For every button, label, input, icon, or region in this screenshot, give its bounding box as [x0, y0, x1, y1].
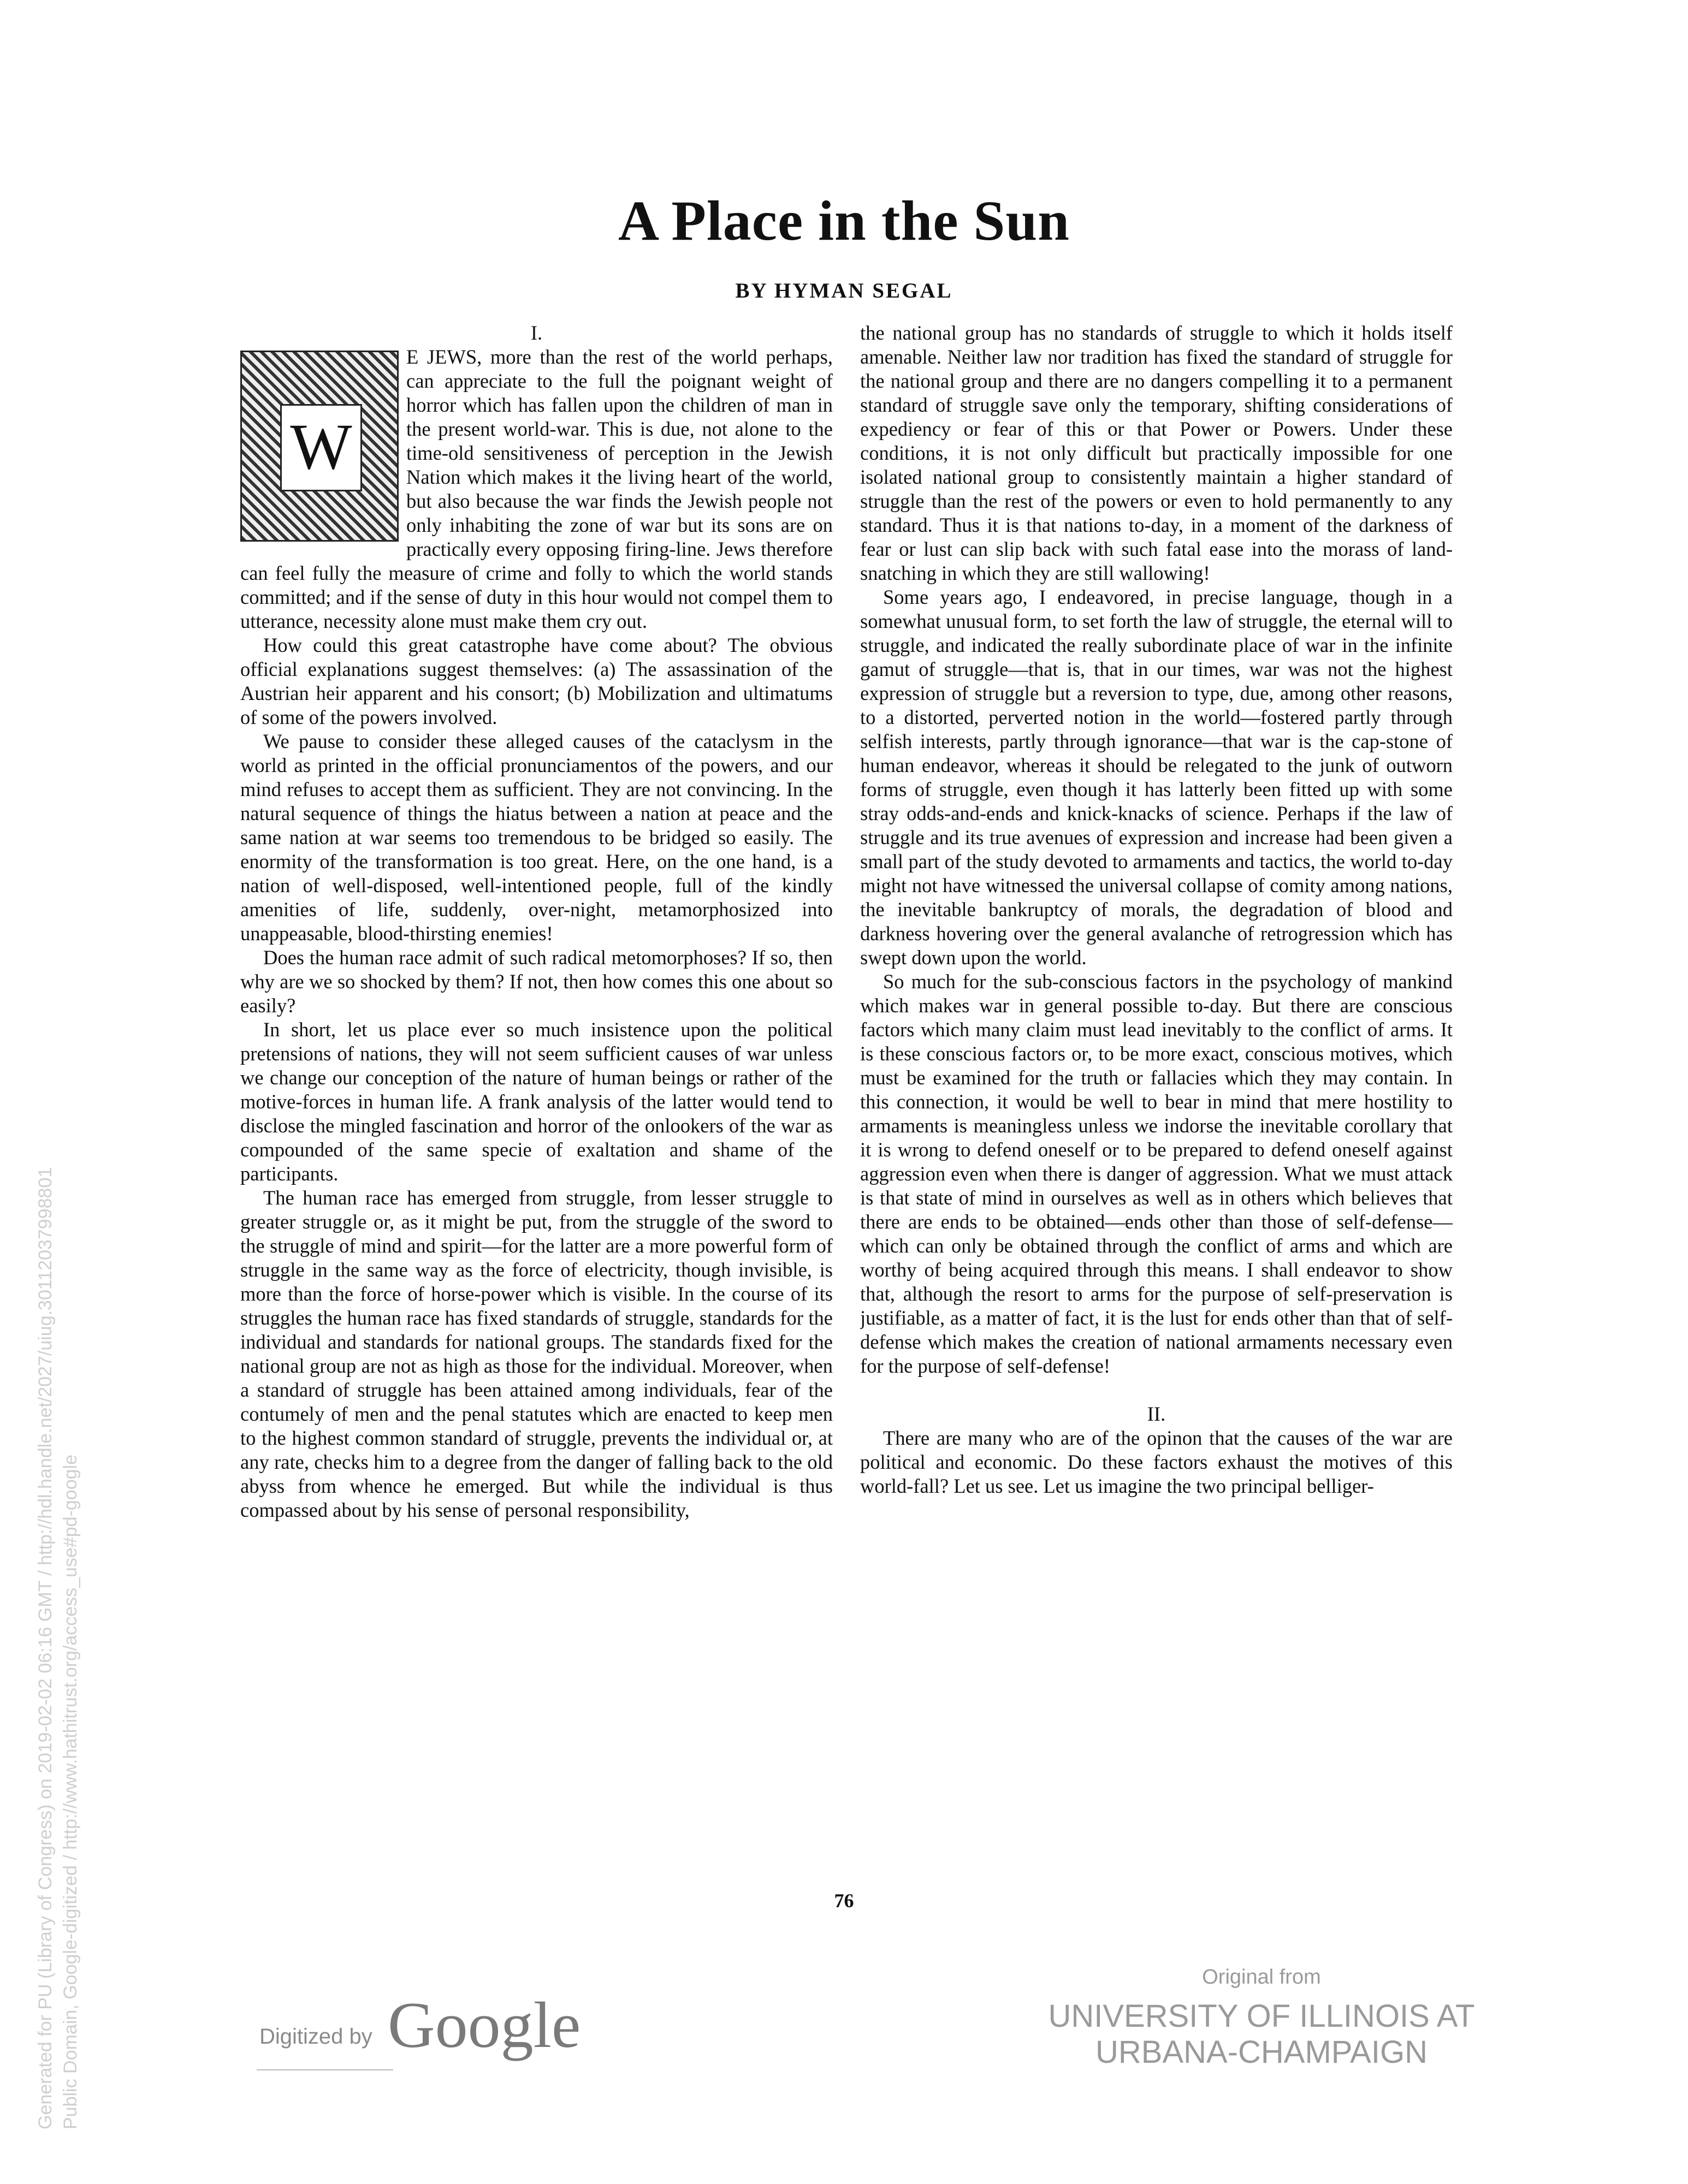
hathitrust-watermark	[33, 764, 83, 2129]
watermark-line-1: Generated for PU (Library of Congress) on 2019-02-02 06:16 GMT / http://hdl.handle.net/2027/uiug.30112037998801	[35, 1167, 56, 2129]
section-number-1: I.	[530, 322, 543, 344]
watermark-line-2: Public Domain, Google-digitized / http://www.hathitrust.org/access_use#pd-google	[60, 1454, 81, 2129]
page-number: 76	[834, 1890, 854, 1912]
drop-cap-letter: W	[280, 404, 362, 491]
paragraph: How could this great catastrophe have come about? The obvious official explanations suggest themselves: (a) The assassination of the Austrian heir apparent and his consort; (b) Mobilization and ultimatums of some of the powers involved.	[240, 634, 833, 728]
paragraph: Some years ago, I endeavored, in precise language, though in a somewhat unusual form, to set forth the law of struggle, the eternal will to struggle, and indicated the really subordinate place of war in the infinite gamut of struggle—that is, that in our times, war was not the highest expression of struggle but a reversion to type, due, among other reasons, to a distorted, perverted notion in the world—fostered partly through selfish interests, partly through ignorance—that war is the cap-stone of human endeavor, whereas it should be relegated to the junk of outworn forms of struggle, even though it has latterly been fitted up with some stray odds-and-ends and knick-knacks of science. Perhaps if the law of struggle and its true avenues of expression and increase had been given a small part of the study devoted to armaments and tactics, the world to-day might not have witnessed the universal collapse of comity among nations, the inevitable bankruptcy of morals, the degradation of blood and darkness hovering over the general avalanche of retrogression which has swept down upon the world.	[860, 586, 1453, 969]
article-byline: BY HYMAN SEGAL	[735, 279, 953, 302]
paragraph: So much for the sub-conscious factors in the psychology of mankind which makes war in general possible to-day. But there are conscious factors which many claim must lead inevitably to the conflict of arms. It is these conscious factors or, to be more exact, conscious motives, which must be examined for the truth or fallacies which they may contain. In this connection, it would be well to bear in mind that mere hostility to armaments is meaningless unless we indorse the inevitable corollary that it is wrong to defend oneself or to be prepared to defend oneself against aggression even when there is danger of aggression. What we must attack is that state of mind in ourselves as well as in others which believes that there are ends to be obtained—ends other than those of self-defense—which can only be obtained through the conflict of arms and which are worthy of being acquired through this means. I shall endeavor to show that, although the resort to arms for the purpose of self-preservation is justifiable, as a matter of fact, it is the lust for ends other than that of self-defense which makes the creation of national armaments necessary even for the purpose of self-defense!	[860, 970, 1453, 1377]
left-column	[240, 321, 833, 1883]
right-column	[860, 321, 1453, 1883]
google-logo: Google	[388, 1989, 581, 2061]
section-number-2: II.	[1147, 1403, 1166, 1425]
footer-rule	[257, 2069, 393, 2070]
article-title: A Place in the Sun	[618, 189, 1070, 252]
original-from-label: Original from	[1202, 1966, 1321, 1989]
paragraph: In short, let us place ever so much insistence upon the political pretensions of nations, they will not seem sufficient causes of war unless we change our conception of the nature of human beings or rather of the motive-forces in human life. A frank analysis of the latter would tend to disclose the mingled fascination and horror of the onlookers of the war as compounded of the same specie of exaltation and shame of the participants.	[240, 1018, 833, 1185]
paragraph: Does the human race admit of such radical metomorphoses? If so, then why are we so shocked by them? If not, then how comes this one about so easily?	[240, 946, 833, 1017]
digitized-by-label: Digitized by	[259, 2025, 372, 2049]
paragraph: the national group has no standards of struggle to which it holds itself amenable. Neither law nor tradition has fixed the standard of struggle for the national group and there are no dangers compelling it to a permanent standard of struggle save only the temporary, shifting considerations of expediency or fear of this or that Power or Powers. Under these conditions, it is not only difficult but practically impossible for one isolated national group to consistently maintain a higher standard of struggle than the rest of the powers or even to hold permanently to any standard. Thus it is that nations to-day, in a moment of the darkness of fear or lust can slip back with such fatal ease into the morass of land-snatching in which they are still wallowing!	[860, 322, 1453, 584]
paragraph: The human race has emerged from struggle, from lesser struggle to greater struggle or, as it might be put, from the struggle of the sword to the struggle of mind and spirit—for the latter are a more powerful form of struggle in the same way as the force of electricity, though invisible, is more than the force of horse-power which is visible. In the course of its struggles the human race has fixed standards of struggle, standards for the individual and standards for national groups. The standards fixed for the national group are not as high as those for the individual. Moreover, when a standard of struggle has been attained among individuals, fear of the contumely of men and the penal statutes which are enacted to keep men to the highest common standard of struggle, prevents the individual or, at any rate, checks him to a degree from the danger of falling back to the old abyss from whence he emerged. But while the individual is thus compassed about by his sense of personal responsibility,	[240, 1186, 833, 1521]
university-line-2: URBANA-CHAMPAIGN	[1095, 2034, 1428, 2070]
paragraph: E JEWS, more than the rest of the world perhaps, can appreciate to the full the poignant weight of horror which has fallen upon the children of man in the present world-war. This is due, not alone to the time-old sensitiveness of perception in the Jewish Nation which makes it the living heart of the world, but also because the war finds the Jewish people not only inhabiting the zone of war but its sons are on practically every opposing firing-line. Jews therefore can feel fully the measure of crime and folly to which the world stands committed; and if the sense of duty in this hour would not compel them to utterance, necessity alone must make them cry out.	[240, 346, 833, 632]
paragraph: There are many who are of the opinon that the causes of the war are political and economic. Do these factors exhaust the motives of this world-fall? Let us see. Let us imagine the two principal belliger-	[860, 1427, 1453, 1497]
university-line-1: UNIVERSITY OF ILLINOIS AT	[1048, 1998, 1475, 2034]
decorative-initial-w	[240, 351, 399, 542]
paragraph: We pause to consider these alleged causes of the cataclysm in the world as printed in the official pronunciamentos of the powers, and our mind refuses to accept them as sufficient. They are not convincing. In the natural sequence of things the hiatus between a nation at peace and the same nation at war seems too tremendous to be bridged so easily. The enormity of the transformation is too great. Here, on the one hand, is a nation of well-disposed, well-intentioned people, full of the kindly amenities of life, suddenly, over-night, metamorphosized into unappeasable, blood-thirsting enemies!	[240, 730, 833, 945]
university-label	[1010, 1998, 1513, 2070]
